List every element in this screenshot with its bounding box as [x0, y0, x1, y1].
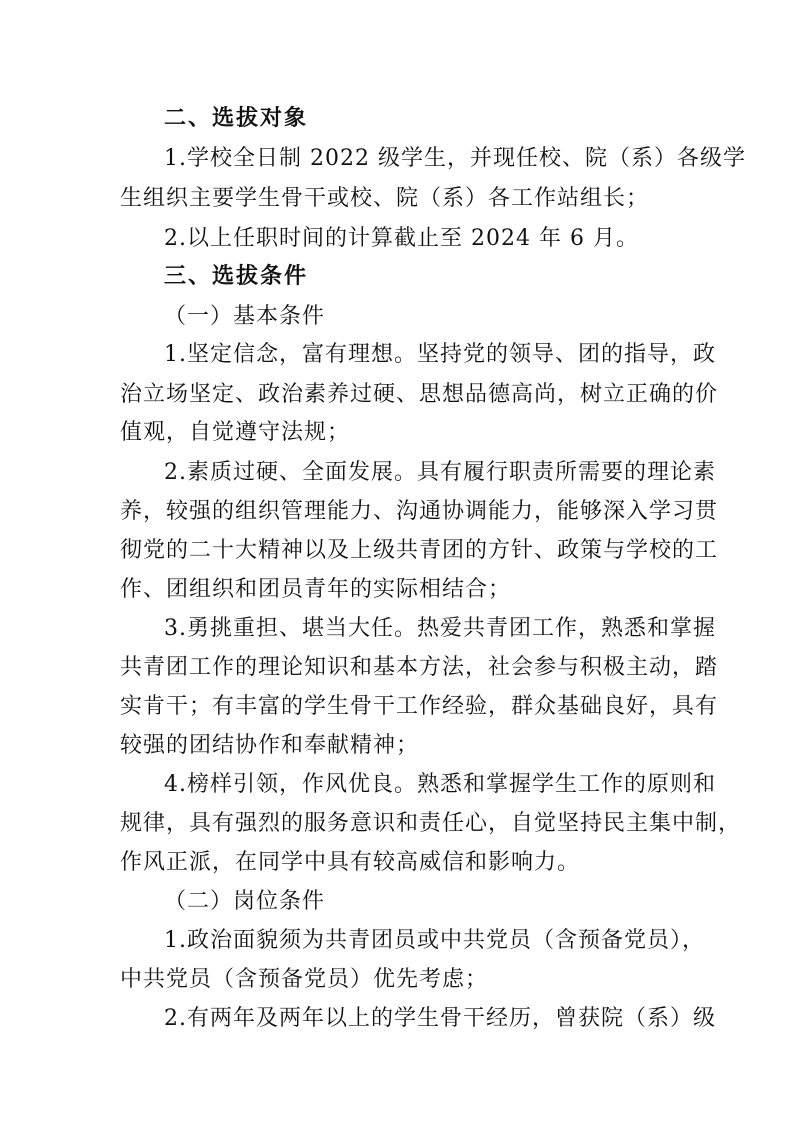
document-page: 二、选拔对象 1.学校全日制 2022 级学生，并现任校、院（系）各级学 生组织主要学生骨干或校、院（系）各工作站组长； 2.以上任职时间的计算截止至 2024 年 6 月。 三、选拔条件 （一）基本条件 1.坚定信念，富有理想。坚持党的领导、团的指导，政 治立场坚定、政治素养过硬、思想品德高尚，树立正确的价 值观，自觉遵守法规； 2.素质过硬、全面发展。具有履行职责所需要的理论素 养，较强的组织管理能力、沟通协调能力，能够深入学习贯 彻党的二十大精神以及上级共青团的方针、政策与学校的工 作、团组织和团员青年的实际相结合； 3.勇挑重担、堪当大任。热爱共青团工作，熟悉和掌握 共青团工作的理论知识和基本方法，社会参与积极主动，踏 实肯干；有丰富的学生骨干工作经验，群众基础良好，具有 较强的团结协作和奉献精神； 4.榜样引领，作风优良。熟悉和掌握学生工作的原则和 规律，具有强烈的服务意识和责任心，自觉坚持民主集中制， 作风正派，在同学中具有较高威信和影响力。 （二）岗位条件 1.政治面貌须为共青团员或中共党员（含预备党员）， 中共党员（含预备党员）优先考虑； 2.有两年及两年以上的学生骨干经历，曾获院（系）级: [0, 0, 793, 1122]
